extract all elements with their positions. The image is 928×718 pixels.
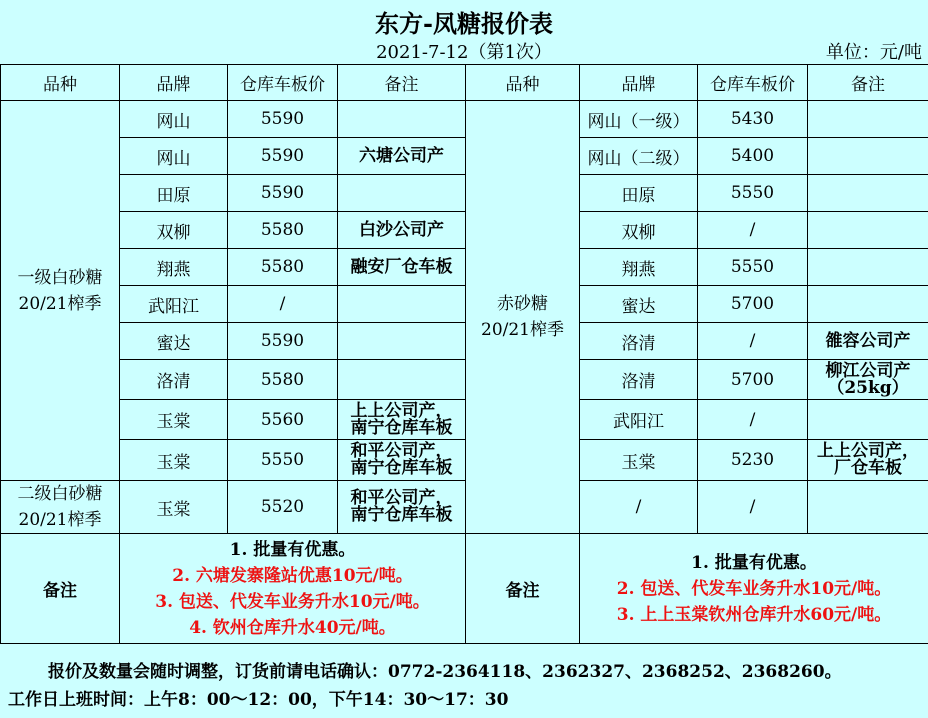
note-cell: 柳江公司产 （25kg） xyxy=(808,360,928,400)
brand-cell: 蜜达 xyxy=(580,286,698,323)
price-cell: 5580 xyxy=(228,249,338,286)
brand-cell: 网山 xyxy=(120,101,228,138)
price-cell: / xyxy=(698,400,808,440)
brand-cell: 网山（二级） xyxy=(580,138,698,175)
notes-row xyxy=(1,534,928,644)
note-cell: 和平公司产， 南宁仓库车板 xyxy=(338,481,466,534)
notes-label: 备注 xyxy=(1,534,120,644)
price-table xyxy=(0,64,928,644)
table-row xyxy=(1,400,928,440)
price-cell: 5550 xyxy=(228,440,338,481)
price-cell: 5550 xyxy=(698,175,808,212)
category-cell: 二级白砂糖 20/21榨季 xyxy=(1,481,120,534)
note-cell xyxy=(808,101,928,138)
brand-cell: 双柳 xyxy=(120,212,228,249)
price-cell: 5590 xyxy=(228,138,338,175)
category-cell: 赤砂糖 20/21榨季 xyxy=(466,101,580,534)
brand-cell: 武阳江 xyxy=(120,286,228,323)
footer-contact: 报价及数量会随时调整，订货前请电话确认：0772-2364118、2362327、2368252、2368260。 xyxy=(48,662,842,682)
note-cell: 白沙公司产 xyxy=(338,212,466,249)
note-cell xyxy=(808,400,928,440)
note-cell: 雒容公司产 xyxy=(808,323,928,360)
price-cell: 5430 xyxy=(698,101,808,138)
price-cell: 5590 xyxy=(228,323,338,360)
page-title: 东方-凤糖报价表 xyxy=(375,9,553,38)
price-cell: 5700 xyxy=(698,360,808,400)
note-line: 2. 包送、代发车业务升水10元/吨。 xyxy=(616,578,892,599)
note-cell xyxy=(808,175,928,212)
column-header: 品牌 xyxy=(120,65,228,101)
table-row xyxy=(1,101,928,138)
price-cell: 5580 xyxy=(228,212,338,249)
note-cell xyxy=(338,175,466,212)
note-cell xyxy=(338,101,466,138)
price-cell: 5550 xyxy=(698,249,808,286)
price-cell: 5590 xyxy=(228,175,338,212)
brand-cell: 玉棠 xyxy=(580,440,698,481)
price-cell: 5590 xyxy=(228,101,338,138)
price-cell: 5580 xyxy=(228,360,338,400)
price-cell: / xyxy=(698,481,808,534)
note-cell: 和平公司产， 南宁仓库车板 xyxy=(338,440,466,481)
note-cell xyxy=(808,212,928,249)
date-subtitle: 2021-7-12（第1次） xyxy=(376,42,552,63)
price-cell: / xyxy=(228,286,338,323)
note-cell: 上上公司产， 南宁仓库车板 xyxy=(338,400,466,440)
column-header: 备注 xyxy=(338,65,466,101)
brand-cell: 洛清 xyxy=(580,323,698,360)
note-cell xyxy=(338,323,466,360)
column-header: 品牌 xyxy=(580,65,698,101)
unit-label: 单位：元/吨 xyxy=(825,42,922,63)
price-cell: 5560 xyxy=(228,400,338,440)
table-row xyxy=(1,286,928,323)
table-row xyxy=(1,323,928,360)
brand-cell: 田原 xyxy=(120,175,228,212)
price-cell: / xyxy=(698,323,808,360)
price-cell: 5400 xyxy=(698,138,808,175)
price-cell: 5520 xyxy=(228,481,338,534)
note-line: 3. 包送、代发车业务升水10元/吨。 xyxy=(155,591,430,612)
note-cell: 六塘公司产 xyxy=(338,138,466,175)
category-cell: 一级白砂糖 20/21榨季 xyxy=(1,101,120,481)
column-header: 仓库车板价 xyxy=(698,65,808,101)
brand-cell: 玉棠 xyxy=(120,481,228,534)
note-cell xyxy=(808,286,928,323)
header-row xyxy=(1,65,928,101)
column-header: 备注 xyxy=(808,65,928,101)
brand-cell: 网山（一级） xyxy=(580,101,698,138)
brand-cell: 玉棠 xyxy=(120,400,228,440)
brand-cell: 蜜达 xyxy=(120,323,228,360)
column-header: 仓库车板价 xyxy=(228,65,338,101)
note-cell xyxy=(808,249,928,286)
table-row xyxy=(1,175,928,212)
table-row xyxy=(1,249,928,286)
column-header: 品种 xyxy=(1,65,120,101)
note-line: 3. 上上玉棠钦州仓库升水60元/吨。 xyxy=(616,604,892,625)
table-row xyxy=(1,360,928,400)
column-header: 品种 xyxy=(466,65,580,101)
note-cell xyxy=(808,138,928,175)
price-cell: 5230 xyxy=(698,440,808,481)
right-notes xyxy=(580,534,928,644)
table-row xyxy=(1,481,928,534)
note-line: 1. 批量有优惠。 xyxy=(691,552,817,573)
table-row xyxy=(1,212,928,249)
brand-cell: 洛清 xyxy=(580,360,698,400)
price-cell: 5700 xyxy=(698,286,808,323)
table-row xyxy=(1,440,928,481)
brand-cell: 田原 xyxy=(580,175,698,212)
brand-cell: 翔燕 xyxy=(120,249,228,286)
brand-cell: 武阳江 xyxy=(580,400,698,440)
brand-cell: 洛清 xyxy=(120,360,228,400)
brand-cell: / xyxy=(580,481,698,534)
note-cell xyxy=(338,286,466,323)
note-cell xyxy=(338,360,466,400)
note-line: 1. 批量有优惠。 xyxy=(229,539,356,560)
note-cell: 上上公司产， 厂仓车板 xyxy=(808,440,928,481)
brand-cell: 网山 xyxy=(120,138,228,175)
left-notes xyxy=(120,534,466,644)
note-cell: 融安厂仓车板 xyxy=(338,249,466,286)
note-line: 2. 六塘发寨隆站优惠10元/吨。 xyxy=(172,565,413,586)
notes-label: 备注 xyxy=(466,534,580,644)
brand-cell: 双柳 xyxy=(580,212,698,249)
footer-hours: 工作日上班时间：上午8：00～12：00，下午14：30～17：30 xyxy=(8,690,509,710)
table-row xyxy=(1,138,928,175)
note-line: 4. 钦州仓库升水40元/吨。 xyxy=(189,617,396,638)
brand-cell: 玉棠 xyxy=(120,440,228,481)
note-cell xyxy=(808,481,928,534)
brand-cell: 翔燕 xyxy=(580,249,698,286)
price-cell: / xyxy=(698,212,808,249)
